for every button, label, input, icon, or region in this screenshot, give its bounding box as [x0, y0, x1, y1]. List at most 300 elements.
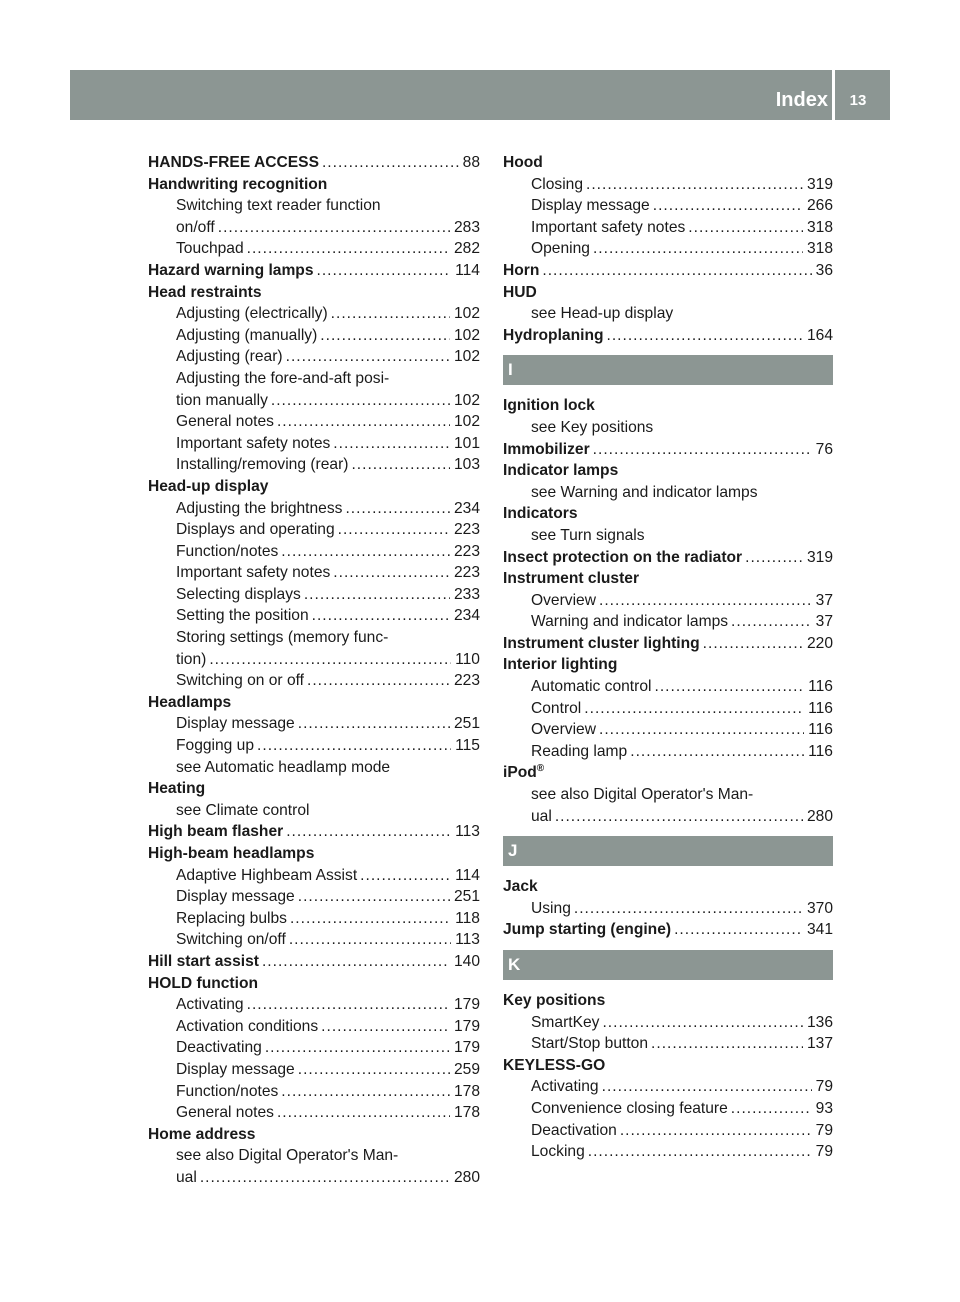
entry-label: Adaptive Highbeam Assist — [176, 866, 358, 884]
entry-label: Important safety notes — [176, 434, 331, 452]
dot-leader — [298, 1059, 450, 1081]
entry-label: Activating — [531, 1078, 599, 1096]
header-divider — [832, 70, 835, 120]
index-subentry[interactable] — [503, 1076, 833, 1098]
entry-label: Overview — [531, 721, 596, 739]
index-entry — [148, 692, 480, 714]
entry-label: Head-up display — [148, 477, 269, 495]
index-subentry — [503, 303, 833, 325]
page-reference[interactable]: 266 — [806, 197, 833, 215]
dot-leader — [630, 741, 804, 763]
entry-label: Opening — [531, 240, 590, 258]
page-reference[interactable]: 114 — [455, 866, 480, 884]
dot-leader — [321, 1016, 450, 1038]
index-subentry — [148, 1145, 480, 1167]
entry-label: iPod® — [503, 763, 545, 782]
entry-label: Warning and indicator lamps — [531, 613, 729, 631]
index-subentry[interactable] — [503, 1033, 833, 1055]
dot-leader — [588, 1141, 812, 1163]
entry-label: Locking — [531, 1143, 585, 1161]
dot-leader — [602, 1076, 812, 1098]
entry-label: Hill start assist — [148, 952, 259, 970]
page-reference[interactable]: 79 — [815, 1078, 833, 1096]
index-subentry — [148, 195, 480, 217]
entry-label: Control — [531, 699, 582, 717]
entry-label: General notes — [176, 1104, 274, 1122]
page-reference[interactable]: 76 — [815, 440, 833, 458]
index-subentry[interactable] — [148, 238, 480, 260]
entry-label: Reading lamp — [531, 742, 628, 760]
entry-label: on/off — [176, 218, 215, 236]
index-subentry[interactable] — [148, 498, 480, 520]
dot-leader — [304, 584, 450, 606]
entry-label: see Head-up display — [531, 305, 674, 323]
entry-label: Adjusting the brightness — [176, 499, 343, 517]
section-header-letter: I — [503, 355, 833, 385]
entry-label: Selecting displays — [176, 585, 301, 603]
index-entry — [503, 460, 833, 482]
index-subentry[interactable] — [148, 325, 480, 347]
index-subentry[interactable] — [148, 994, 480, 1016]
entry-label: Key positions — [503, 992, 606, 1009]
dot-leader — [360, 865, 451, 887]
index-subentry[interactable] — [148, 713, 480, 735]
index-entry — [503, 990, 833, 1012]
index-subentry[interactable] — [503, 611, 833, 633]
index-subentry[interactable] — [148, 541, 480, 563]
entry-label: see also Digital Operator's Man- — [531, 786, 754, 804]
page-reference[interactable]: 223 — [453, 542, 480, 560]
entry-label: General notes — [176, 413, 274, 431]
entry-label: Function/notes — [176, 1082, 279, 1100]
entry-label: Storing settings (memory func- — [176, 629, 389, 647]
entry-label: Fogging up — [176, 737, 255, 755]
page-reference[interactable]: 370 — [806, 899, 833, 917]
dot-leader — [247, 994, 450, 1016]
dot-leader — [574, 898, 803, 920]
entry-label: Using — [531, 899, 571, 917]
entry-label: HUD — [503, 283, 537, 301]
index-subentry[interactable] — [148, 1081, 480, 1103]
dot-leader — [271, 390, 450, 412]
dot-leader — [286, 821, 451, 843]
dot-leader — [351, 454, 450, 476]
index-subentry[interactable] — [503, 590, 833, 612]
page-reference[interactable]: 251 — [453, 715, 480, 733]
page-reference[interactable]: 178 — [453, 1104, 480, 1122]
page-reference[interactable]: 319 — [806, 175, 833, 193]
entry-label: Adjusting (rear) — [176, 348, 283, 366]
entry-label: Hydroplaning — [503, 326, 604, 344]
entry-label: tion) — [176, 650, 207, 668]
entry-label: Switching text reader function — [176, 197, 381, 215]
entry-label: Adjusting the fore-and-aft posi- — [176, 369, 390, 387]
dot-leader — [320, 325, 450, 347]
page-reference[interactable]: 251 — [453, 888, 480, 906]
entry-label: Heating — [148, 780, 206, 798]
entry-label: Home address — [148, 1125, 256, 1143]
page-reference[interactable]: 88 — [462, 154, 480, 171]
page-reference[interactable]: 102 — [453, 326, 480, 344]
dot-leader — [584, 698, 804, 720]
page-reference[interactable]: 179 — [453, 1017, 480, 1035]
index-entry[interactable] — [503, 919, 833, 941]
page-reference[interactable]: 140 — [453, 952, 480, 970]
entry-label: Adjusting (electrically) — [176, 305, 328, 323]
index-entry — [503, 876, 833, 898]
entry-label: Indicator lamps — [503, 462, 619, 480]
entry-label: Hazard warning lamps — [148, 261, 314, 279]
index-entry — [503, 1055, 833, 1077]
index-column-left — [148, 152, 480, 1189]
index-subentry — [148, 627, 480, 649]
index-entry — [148, 174, 480, 196]
page-reference[interactable]: 234 — [453, 607, 480, 625]
index-subentry[interactable] — [503, 1120, 833, 1142]
dot-leader — [620, 1120, 812, 1142]
entry-label: Replacing bulbs — [176, 909, 287, 927]
page-reference[interactable]: 223 — [453, 672, 480, 690]
page-reference[interactable]: 234 — [453, 499, 480, 517]
entry-label: HOLD function — [148, 974, 259, 992]
index-entry[interactable] — [148, 260, 480, 282]
entry-label: Setting the position — [176, 607, 309, 625]
page-reference[interactable]: 179 — [453, 996, 480, 1014]
entry-label: see also Digital Operator's Man- — [176, 1147, 399, 1165]
page-reference[interactable]: 319 — [806, 548, 833, 566]
index-entry — [503, 282, 833, 304]
dot-leader — [345, 498, 450, 520]
dot-leader — [586, 174, 803, 196]
entry-label: Display message — [176, 888, 295, 906]
entry-label: Installing/removing (rear) — [176, 456, 349, 474]
page-reference[interactable]: 102 — [453, 305, 480, 323]
entry-label: Overview — [531, 591, 596, 609]
entry-label: Closing — [531, 175, 584, 193]
entry-label: Indicators — [503, 505, 578, 523]
entry-label: Display message — [531, 197, 650, 215]
index-entry — [148, 843, 480, 865]
dot-leader — [593, 238, 803, 260]
entry-label: Instrument cluster — [503, 570, 640, 588]
index-subentry — [503, 482, 833, 504]
dot-leader — [674, 919, 803, 941]
page-reference[interactable]: 113 — [455, 823, 480, 841]
entry-label: see Warning and indicator lamps — [531, 483, 758, 501]
page-reference[interactable]: 116 — [808, 678, 833, 696]
index-subentry — [503, 417, 833, 439]
index-subentry[interactable] — [148, 1167, 480, 1189]
dot-leader — [602, 1012, 803, 1034]
index-entry[interactable] — [503, 260, 833, 282]
page-reference[interactable]: 103 — [453, 456, 480, 474]
page-reference[interactable]: 137 — [806, 1035, 833, 1053]
page-reference[interactable]: 116 — [808, 699, 833, 717]
index-subentry[interactable] — [148, 1016, 480, 1038]
index-column-right — [503, 152, 833, 1163]
dot-leader — [322, 152, 459, 174]
index-subentry — [148, 800, 480, 822]
index-subentry[interactable] — [503, 898, 833, 920]
index-subentry[interactable] — [148, 217, 480, 239]
page-reference[interactable]: 102 — [453, 391, 480, 409]
page-reference[interactable]: 164 — [806, 326, 833, 344]
index-entry[interactable] — [503, 325, 833, 347]
entry-label: Switching on or off — [176, 672, 305, 690]
entry-label: Adjusting (manually) — [176, 326, 318, 344]
page-reference[interactable]: 113 — [455, 931, 480, 949]
registered-mark: ® — [536, 763, 545, 775]
dot-leader — [607, 325, 803, 347]
entry-label: tion manually — [176, 391, 268, 409]
entry-label: ual — [176, 1168, 197, 1186]
dot-leader — [312, 605, 450, 627]
index-entry[interactable] — [148, 821, 480, 843]
dot-leader — [307, 670, 450, 692]
index-entry[interactable] — [148, 152, 480, 174]
page-reference[interactable]: 101 — [453, 434, 480, 452]
index-subentry[interactable] — [148, 390, 480, 412]
dot-leader — [651, 1033, 803, 1055]
index-subentry[interactable] — [148, 584, 480, 606]
page-reference[interactable]: 233 — [453, 585, 480, 603]
page-reference[interactable]: 114 — [455, 261, 480, 279]
index-entry — [148, 476, 480, 498]
entry-label: HANDS-FREE ACCESS — [148, 154, 319, 171]
entry-label: Display message — [176, 715, 295, 733]
page-reference[interactable]: 36 — [815, 261, 833, 279]
page-reference[interactable]: 223 — [453, 521, 480, 539]
entry-label: Important safety notes — [531, 218, 686, 236]
index-subentry[interactable] — [148, 303, 480, 325]
index-subentry[interactable] — [148, 865, 480, 887]
page-reference[interactable]: 116 — [808, 721, 833, 739]
index-subentry[interactable] — [503, 1012, 833, 1034]
entry-label: Immobilizer — [503, 440, 590, 458]
index-subentry[interactable] — [503, 676, 833, 698]
index-subentry[interactable] — [503, 741, 833, 763]
dot-leader — [731, 1098, 812, 1120]
entry-label: see Key positions — [531, 418, 654, 436]
index-subentry[interactable] — [503, 806, 833, 828]
dot-leader — [593, 439, 812, 461]
page-reference[interactable]: 79 — [815, 1143, 833, 1161]
entry-label: Switching on/off — [176, 931, 286, 949]
entry-label: Ignition lock — [503, 397, 595, 415]
section-header-letter: J — [503, 836, 833, 866]
dot-leader — [298, 713, 450, 735]
index-entry[interactable] — [503, 439, 833, 461]
index-subentry[interactable] — [503, 719, 833, 741]
index-entry — [503, 395, 833, 417]
dot-leader — [277, 1102, 450, 1124]
dot-leader — [338, 519, 450, 541]
entry-label: see Turn signals — [531, 526, 645, 544]
dot-leader — [542, 260, 811, 282]
page-reference[interactable]: 102 — [453, 413, 480, 431]
index-subentry[interactable] — [503, 1141, 833, 1163]
index-subentry[interactable] — [148, 649, 480, 671]
page-reference[interactable]: 110 — [455, 650, 480, 668]
index-entry — [503, 762, 833, 784]
index-subentry[interactable] — [503, 238, 833, 260]
entry-label: Important safety notes — [176, 564, 331, 582]
page-reference[interactable]: 318 — [806, 240, 833, 258]
index-entry[interactable] — [503, 547, 833, 569]
entry-label: Handwriting recognition — [148, 175, 328, 193]
dot-leader — [654, 676, 804, 698]
dot-leader — [200, 1167, 450, 1189]
dot-leader — [731, 611, 812, 633]
dot-leader — [265, 1037, 450, 1059]
entry-label: Interior lighting — [503, 656, 618, 674]
index-subentry[interactable] — [503, 1098, 833, 1120]
index-subentry[interactable] — [148, 1102, 480, 1124]
entry-label: Hood — [503, 154, 543, 171]
index-subentry — [503, 784, 833, 806]
index-subentry[interactable] — [503, 217, 833, 239]
dot-leader — [218, 217, 450, 239]
page-reference[interactable]: 37 — [815, 591, 833, 609]
dot-leader — [653, 195, 803, 217]
page-reference[interactable]: 283 — [453, 218, 480, 236]
entry-label: Jump starting (engine) — [503, 921, 672, 939]
entry-label: Horn — [503, 261, 540, 279]
index-subentry[interactable] — [148, 562, 480, 584]
index-subentry[interactable] — [503, 174, 833, 196]
index-subentry[interactable] — [148, 346, 480, 368]
index-subentry[interactable] — [148, 886, 480, 908]
entry-label: Function/notes — [176, 542, 279, 560]
dot-leader — [257, 735, 451, 757]
dot-leader — [209, 649, 451, 671]
entry-label: SmartKey — [531, 1013, 600, 1031]
page-reference[interactable]: 115 — [455, 737, 480, 755]
page-reference[interactable]: 220 — [806, 634, 833, 652]
page-reference[interactable]: 37 — [815, 613, 833, 631]
index-entry — [503, 152, 833, 174]
dot-leader — [333, 562, 450, 584]
index-subentry[interactable] — [148, 908, 480, 930]
dot-leader — [281, 541, 450, 563]
entry-label: ual — [531, 807, 552, 825]
index-subentry[interactable] — [148, 1059, 480, 1081]
index-entry — [503, 568, 833, 590]
dot-leader — [277, 411, 450, 433]
page-reference[interactable]: 341 — [806, 921, 833, 939]
index-subentry[interactable] — [148, 433, 480, 455]
dot-leader — [262, 951, 450, 973]
index-subentry[interactable] — [503, 698, 833, 720]
dot-leader — [599, 719, 804, 741]
dot-leader — [281, 1081, 450, 1103]
page-reference[interactable]: 178 — [453, 1082, 480, 1100]
index-subentry[interactable] — [148, 735, 480, 757]
entry-label: see Climate control — [176, 801, 310, 819]
index-entry — [503, 654, 833, 676]
dot-leader — [286, 346, 450, 368]
page-reference[interactable]: 282 — [453, 240, 480, 258]
dot-leader — [745, 547, 803, 569]
index-entry — [148, 778, 480, 800]
page-reference[interactable]: 136 — [806, 1013, 833, 1031]
index-subentry[interactable] — [148, 929, 480, 951]
entry-label: see Automatic headlamp mode — [176, 758, 391, 776]
page-reference[interactable]: 118 — [455, 909, 480, 927]
dot-leader — [290, 908, 451, 930]
page-number: 13 — [849, 92, 867, 109]
index-subentry[interactable] — [148, 519, 480, 541]
index-subentry[interactable] — [148, 1037, 480, 1059]
index-entry — [148, 1124, 480, 1146]
entry-label: Activation conditions — [176, 1017, 319, 1035]
entry-label: Head restraints — [148, 283, 262, 301]
dot-leader — [688, 217, 803, 239]
entry-label: Activating — [176, 996, 244, 1014]
section-header-letter: K — [503, 950, 833, 980]
entry-label: High-beam headlamps — [148, 845, 315, 862]
index-subentry[interactable] — [503, 195, 833, 217]
index-subentry — [148, 757, 480, 779]
entry-label: Display message — [176, 1060, 295, 1078]
index-subentry — [503, 525, 833, 547]
index-entry[interactable] — [148, 951, 480, 973]
dot-leader — [317, 260, 452, 282]
index-subentry[interactable] — [148, 454, 480, 476]
index-subentry[interactable] — [148, 411, 480, 433]
index-subentry — [148, 368, 480, 390]
page-reference[interactable]: 93 — [815, 1099, 833, 1117]
entry-label: Automatic control — [531, 678, 652, 696]
section-title: Index — [775, 89, 828, 111]
index-entry — [148, 282, 480, 304]
page-reference[interactable]: 318 — [806, 218, 833, 236]
index-subentry[interactable] — [148, 605, 480, 627]
entry-label: Start/Stop button — [531, 1035, 649, 1053]
dot-leader — [555, 806, 803, 828]
page-reference[interactable]: 259 — [453, 1060, 480, 1078]
page-reference[interactable]: 223 — [453, 564, 480, 582]
index-entry — [148, 973, 480, 995]
dot-leader — [331, 303, 450, 325]
entry-label: Instrument cluster lighting — [503, 634, 700, 652]
entry-label: Insect protection on the radiator — [503, 548, 743, 566]
page-reference[interactable]: 280 — [806, 807, 833, 825]
entry-label: Touchpad — [176, 240, 244, 258]
index-entry[interactable] — [503, 633, 833, 655]
dot-leader — [298, 886, 450, 908]
entry-label: Deactivation — [531, 1121, 617, 1139]
page-reference[interactable]: 280 — [453, 1168, 480, 1186]
entry-label: Convenience closing feature — [531, 1099, 728, 1117]
dot-leader — [703, 633, 803, 655]
dot-leader — [247, 238, 450, 260]
page-reference[interactable]: 79 — [815, 1121, 833, 1139]
dot-leader — [333, 433, 450, 455]
entry-label: Deactivating — [176, 1039, 262, 1057]
index-subentry[interactable] — [148, 670, 480, 692]
entry-label: KEYLESS-GO — [503, 1056, 606, 1074]
dot-leader — [599, 590, 812, 612]
entry-label: Headlamps — [148, 693, 232, 711]
page-reference[interactable]: 179 — [453, 1039, 480, 1057]
index-entry — [503, 503, 833, 525]
dot-leader — [289, 929, 451, 951]
entry-label: Jack — [503, 878, 538, 896]
page-reference[interactable]: 116 — [808, 742, 833, 760]
page-reference[interactable]: 102 — [453, 348, 480, 366]
entry-label: Displays and operating — [176, 521, 335, 539]
